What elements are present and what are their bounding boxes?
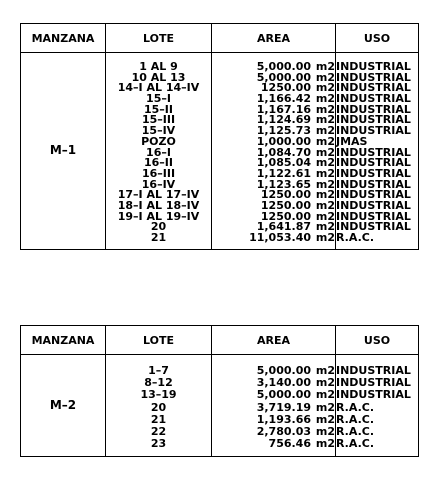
area-number: 1,167.16 [256,102,311,116]
uso-value: INDUSTRIAL [336,102,411,116]
uso-value: INDUSTRIAL [336,81,411,95]
uso-value: INDUSTRIAL [336,124,411,138]
uso-value: INDUSTRIAL [336,188,411,202]
lote-value: 15–I [146,92,171,106]
area-unit: m2 [315,70,335,84]
manzana-cell: M–1 [21,53,106,250]
area-unit: m2 [315,166,335,180]
area-number: 1250.00 [260,81,311,95]
header-uso: USO [336,24,419,53]
uso-value: R.A.C. [336,437,375,451]
area-number: 5,000.00 [256,60,311,73]
lote-cell [106,53,212,250]
area-unit: m2 [315,134,335,148]
area-number: 1,000.00 [256,134,311,148]
uso-value: INDUSTRIAL [336,209,411,223]
lote-value: 8–12 [144,376,173,390]
area-list [212,53,335,249]
area-unit: m2 [315,81,335,95]
area-cell [212,53,336,250]
manzana-cell: M–2 [21,355,106,457]
area-number: 3,140.00 [256,376,311,390]
uso-value: INDUSTRIAL [336,156,411,170]
lot-table-m2 [20,325,419,457]
area-value [212,438,335,450]
header-area: AREA [212,326,336,355]
lote-value: 21 [150,412,167,426]
lote-value: 17–I AL 17–IV [117,188,200,202]
area-unit: m2 [315,60,335,73]
area-number: 756.46 [268,437,311,451]
area-number: 1,193.66 [256,412,311,426]
area-number: 1,125.73 [256,124,311,138]
lote-value: 15–II [144,102,173,116]
lote-list [106,355,211,456]
area-number: 1,084.70 [256,145,311,159]
area-unit: m2 [315,177,335,191]
uso-value: JMAS [336,134,368,148]
area-number: 3,719.19 [256,400,311,414]
area-number: 5,000.00 [256,364,311,377]
lote-value: 19–I AL 19–IV [117,209,200,223]
area-number: 1,122.61 [256,166,311,180]
header-uso: USO [336,326,419,355]
uso-value: R.A.C. [336,424,375,438]
uso-value: R.A.C. [336,231,375,244]
uso-value: INDUSTRIAL [336,220,411,234]
lote-value: 16–III [141,166,176,180]
lote-value: 18–I AL 18–IV [117,198,200,212]
area-number: 1,166.42 [256,92,311,106]
lote-value: 22 [150,424,167,438]
uso-value: INDUSTRIAL [336,177,411,191]
area-unit: m2 [315,198,335,212]
lote-value: 21 [150,231,167,244]
header-lote: LOTE [106,326,212,355]
lote-value: 1 AL 9 [139,60,178,73]
area-unit: m2 [315,388,335,402]
lote-value: 15–III [141,113,176,127]
lote-value: 15–IV [141,124,176,138]
area-list [212,355,335,456]
uso-value: INDUSTRIAL [336,166,411,180]
area-unit: m2 [315,145,335,159]
area-unit: m2 [315,188,335,202]
uso-value: R.A.C. [336,400,375,414]
area-number: 1250.00 [260,198,311,212]
area-value [212,232,335,243]
lote-value: 20 [150,220,167,234]
header-manzana: MANZANA [21,24,106,53]
area-number: 1250.00 [260,209,311,223]
lote-value: 10 AL 13 [131,70,186,84]
lote-value: POZO [141,134,176,148]
lote-value: 23 [150,437,167,451]
area-unit: m2 [315,92,335,106]
lot-table-m1 [20,23,419,250]
area-unit: m2 [315,102,335,116]
uso-list [336,53,418,249]
area-number: 1,124.69 [256,113,311,127]
data-row [21,355,419,457]
uso-value: INDUSTRIAL [336,60,411,73]
lote-value: 16–I [146,145,171,159]
area-unit: m2 [315,124,335,138]
lote-cell [106,355,212,457]
lote-value: 13–19 [140,388,177,402]
lote-list [106,53,211,249]
lote-value: 1–7 [148,364,169,377]
area-unit: m2 [315,231,335,244]
area-number: 5,000.00 [256,388,311,402]
area-unit: m2 [315,156,335,170]
lote-value: 16–II [144,156,173,170]
uso-cell [336,355,419,457]
uso-value: INDUSTRIAL [336,388,411,402]
uso-value: INDUSTRIAL [336,92,411,106]
area-unit: m2 [315,400,335,414]
header-area: AREA [212,24,336,53]
lote-value: 20 [150,400,167,414]
uso-list [336,355,418,456]
header-row [21,326,419,355]
area-unit: m2 [315,209,335,223]
area-number: 1,085.04 [256,156,311,170]
area-unit: m2 [315,364,335,377]
uso-value: INDUSTRIAL [336,364,411,377]
area-cell [212,355,336,457]
area-number: 1250.00 [260,188,311,202]
uso-cell [336,53,419,250]
uso-value: INDUSTRIAL [336,113,411,127]
uso-value: INDUSTRIAL [336,198,411,212]
uso-value: INDUSTRIAL [336,376,411,390]
uso-value: INDUSTRIAL [336,145,411,159]
area-number: 1,641.87 [256,220,311,234]
header-lote: LOTE [106,24,212,53]
data-row [21,53,419,250]
lote-value: 16–IV [141,177,176,191]
area-unit: m2 [315,424,335,438]
uso-value: R.A.C. [336,412,375,426]
area-unit: m2 [315,437,335,451]
area-number: 2,780.03 [256,424,311,438]
header-row [21,24,419,53]
area-number: 5,000.00 [256,70,311,84]
area-unit: m2 [315,376,335,390]
area-number: 11,053.40 [249,231,311,244]
header-manzana: MANZANA [21,326,106,355]
lote-value: 14–I AL 14–IV [117,81,200,95]
area-number: 1,123.65 [256,177,311,191]
uso-value: INDUSTRIAL [336,70,411,84]
area-unit: m2 [315,220,335,234]
area-unit: m2 [315,412,335,426]
area-unit: m2 [315,113,335,127]
